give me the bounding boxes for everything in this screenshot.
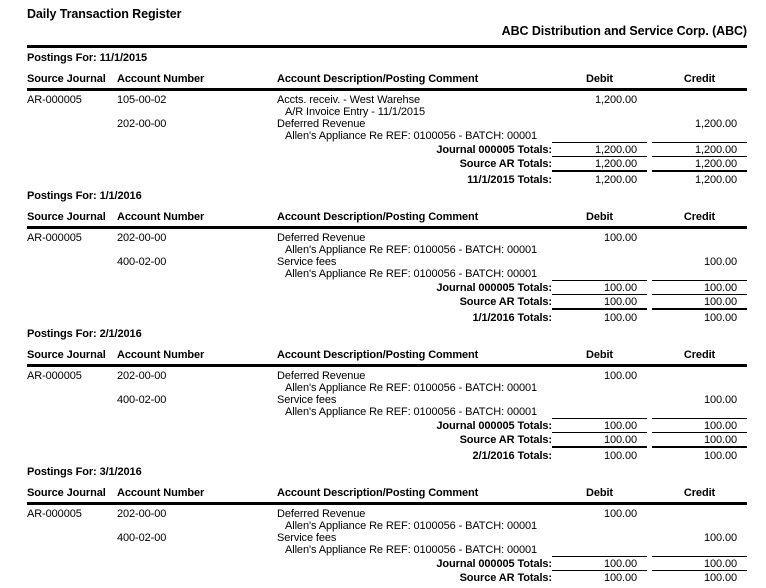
totals-credit-wrap — [647, 280, 747, 294]
col-header-debit: Debit — [585, 73, 613, 85]
posting-comment: Allen's Appliance Re REF: 0100056 - BATCH: 00001 — [285, 520, 538, 532]
posting-comment: Allen's Appliance Re REF: 0100056 - BATCH: 00001 — [285, 544, 538, 556]
description-cell: Accts. receiv. - West Warehse — [277, 94, 420, 106]
posting-comment: Allen's Appliance Re REF: 0100056 - BATCH: 00001 — [285, 382, 538, 394]
totals-debit: 100.00 — [552, 446, 647, 462]
totals-row — [27, 570, 747, 584]
posting-comment: Allen's Appliance Re REF: 0100056 - BATCH: 00001 — [285, 406, 538, 418]
col-header-credit: Credit — [683, 211, 716, 223]
totals-row — [27, 418, 747, 432]
debit-cell: 100.00 — [603, 508, 637, 520]
transaction-row — [27, 118, 747, 130]
totals-credit: 100.00 — [652, 308, 747, 324]
column-header-rule — [27, 226, 747, 229]
section-body — [27, 232, 747, 324]
col-header-credit: Credit — [683, 73, 716, 85]
col-header-debit: Debit — [585, 349, 613, 361]
credit-cell-wrap — [647, 118, 747, 130]
postings-for — [27, 328, 747, 340]
totals-credit-wrap — [647, 308, 747, 324]
totals-label: 1/1/2016 Totals: — [472, 312, 552, 324]
credit-cell-wrap — [647, 256, 747, 268]
debit-cell-wrap — [552, 232, 647, 244]
totals-credit: 1,200.00 — [652, 156, 747, 170]
credit-cell-wrap — [647, 232, 747, 244]
totals-label: Journal 000005 Totals: — [436, 420, 552, 432]
transaction-row — [27, 394, 747, 406]
credit-cell-wrap — [647, 94, 747, 106]
description-cell: Service fees — [277, 256, 337, 268]
postings-section — [27, 328, 747, 462]
credit-cell: 100.00 — [703, 256, 737, 268]
column-headers — [27, 487, 747, 499]
column-header-rule — [27, 502, 747, 505]
column-headers — [27, 211, 747, 223]
source-journal-cell: AR-000005 — [27, 370, 82, 382]
debit-cell-wrap — [552, 508, 647, 520]
totals-row — [27, 308, 747, 324]
section-body — [27, 370, 747, 462]
account-number-cell: 202-00-00 — [117, 370, 167, 382]
totals-debit-wrap — [552, 418, 647, 432]
credit-cell: 100.00 — [703, 532, 737, 544]
totals-debit-wrap — [552, 294, 647, 308]
totals-debit-wrap — [552, 570, 647, 584]
postings-for-label: Postings For: — [27, 466, 97, 478]
totals-label: Journal 000005 Totals: — [436, 558, 552, 570]
credit-cell: 100.00 — [703, 394, 737, 406]
postings-for — [27, 190, 747, 202]
totals-label: Source AR Totals: — [459, 296, 552, 308]
totals-debit-wrap — [552, 142, 647, 156]
totals-label: Source AR Totals: — [459, 434, 552, 446]
totals-credit-wrap — [647, 556, 747, 570]
account-number-cell: 400-02-00 — [117, 532, 167, 544]
description-cell: Deferred Revenue — [277, 370, 366, 382]
col-header-account-number: Account Number — [117, 349, 205, 361]
posting-comment: Allen's Appliance Re REF: 0100056 - BATCH: 00001 — [285, 268, 538, 280]
postings-section — [27, 52, 747, 186]
source-journal-cell: AR-000005 — [27, 94, 82, 106]
credit-cell-wrap — [647, 508, 747, 520]
description-cell: Service fees — [277, 532, 337, 544]
debit-cell-wrap — [552, 118, 647, 130]
transaction-row — [27, 508, 747, 520]
col-header-source-journal: Source Journal — [27, 349, 106, 361]
debit-cell-wrap — [552, 532, 647, 544]
totals-debit: 100.00 — [552, 280, 647, 294]
totals-debit: 100.00 — [552, 570, 647, 584]
totals-credit-wrap — [647, 142, 747, 156]
col-header-account-number: Account Number — [117, 211, 205, 223]
column-headers — [27, 73, 747, 85]
transaction-row — [27, 370, 747, 382]
postings-for-date: 1/1/2016 — [99, 190, 142, 202]
credit-cell: 1,200.00 — [694, 118, 737, 130]
transaction-row — [27, 232, 747, 244]
postings-for — [27, 466, 747, 478]
postings-section — [27, 190, 747, 324]
transaction-row — [27, 532, 747, 544]
source-journal-cell — [27, 532, 117, 544]
totals-row — [27, 170, 747, 186]
column-header-rule — [27, 88, 747, 91]
account-number-cell: 400-02-00 — [117, 394, 167, 406]
col-header-source-journal: Source Journal — [27, 211, 106, 223]
postings-for-label: Postings For: — [27, 328, 97, 340]
source-journal-cell — [27, 256, 117, 268]
posting-comment: Allen's Appliance Re REF: 0100056 - BATCH: 00001 — [285, 244, 538, 256]
col-header-account-number: Account Number — [117, 487, 205, 499]
transaction-row — [27, 256, 747, 268]
totals-label: Journal 000005 Totals: — [436, 144, 552, 156]
section-body — [27, 94, 747, 186]
col-header-description: Account Description/Posting Comment — [277, 211, 479, 223]
totals-row — [27, 446, 747, 462]
col-header-description: Account Description/Posting Comment — [277, 73, 479, 85]
account-number-cell: 400-02-00 — [117, 256, 167, 268]
totals-row — [27, 556, 747, 570]
totals-debit-wrap — [552, 170, 647, 186]
totals-credit: 100.00 — [652, 570, 747, 584]
totals-credit-wrap — [647, 446, 747, 462]
postings-section — [27, 466, 747, 584]
totals-credit: 100.00 — [652, 280, 747, 294]
totals-row — [27, 142, 747, 156]
totals-debit: 100.00 — [552, 294, 647, 308]
account-number-cell: 202-00-00 — [117, 508, 167, 520]
page-header-rule — [27, 45, 747, 48]
col-header-credit: Credit — [683, 349, 716, 361]
source-journal-cell: AR-000005 — [27, 232, 82, 244]
postings-for-date: 2/1/2016 — [99, 328, 142, 340]
totals-credit: 100.00 — [652, 418, 747, 432]
totals-debit-wrap — [552, 432, 647, 446]
col-header-account-number: Account Number — [117, 73, 205, 85]
debit-cell-wrap — [552, 256, 647, 268]
column-header-rule — [27, 364, 747, 367]
totals-debit: 1,200.00 — [552, 142, 647, 156]
company-name: ABC Distribution and Service Corp. (ABC) — [501, 24, 747, 38]
source-journal-cell — [27, 394, 117, 406]
col-header-source-journal: Source Journal — [27, 73, 106, 85]
credit-cell-wrap — [647, 370, 747, 382]
totals-debit: 1,200.00 — [552, 170, 647, 186]
totals-credit-wrap — [647, 418, 747, 432]
totals-debit: 100.00 — [552, 432, 647, 446]
col-header-debit: Debit — [585, 487, 613, 499]
description-cell: Deferred Revenue — [277, 118, 366, 130]
totals-label: 2/1/2016 Totals: — [472, 450, 552, 462]
source-journal-cell: AR-000005 — [27, 508, 82, 520]
totals-debit-wrap — [552, 280, 647, 294]
postings-for-label: Postings For: — [27, 190, 97, 202]
col-header-source-journal: Source Journal — [27, 487, 106, 499]
totals-debit-wrap — [552, 556, 647, 570]
totals-credit-wrap — [647, 432, 747, 446]
totals-credit: 1,200.00 — [652, 170, 747, 186]
totals-debit: 100.00 — [552, 308, 647, 324]
col-header-description: Account Description/Posting Comment — [277, 487, 479, 499]
section-body — [27, 508, 747, 584]
totals-credit-wrap — [647, 570, 747, 584]
totals-credit-wrap — [647, 170, 747, 186]
totals-credit: 100.00 — [652, 432, 747, 446]
report-title: Daily Transaction Register — [27, 7, 182, 21]
posting-comment: Allen's Appliance Re REF: 0100056 - BATCH: 00001 — [285, 130, 538, 142]
col-header-credit: Credit — [683, 487, 716, 499]
postings-for-date: 11/1/2015 — [99, 52, 147, 64]
totals-label: Source AR Totals: — [459, 572, 552, 584]
postings-for-date: 3/1/2016 — [99, 466, 142, 478]
debit-cell: 100.00 — [603, 232, 637, 244]
description-cell: Service fees — [277, 394, 337, 406]
credit-cell-wrap — [647, 532, 747, 544]
account-number-cell: 202-00-00 — [117, 232, 167, 244]
totals-row — [27, 156, 747, 170]
col-header-description: Account Description/Posting Comment — [277, 349, 479, 361]
totals-credit: 100.00 — [652, 294, 747, 308]
debit-cell-wrap — [552, 370, 647, 382]
totals-debit-wrap — [552, 446, 647, 462]
totals-debit: 100.00 — [552, 418, 647, 432]
column-headers — [27, 349, 747, 361]
account-number-cell: 105-00-02 — [117, 94, 167, 106]
sections-container — [27, 52, 747, 584]
totals-credit-wrap — [647, 156, 747, 170]
totals-debit-wrap — [552, 156, 647, 170]
totals-row — [27, 294, 747, 308]
debit-cell: 1,200.00 — [594, 94, 637, 106]
totals-credit: 100.00 — [652, 446, 747, 462]
debit-cell: 100.00 — [603, 370, 637, 382]
totals-credit: 1,200.00 — [652, 142, 747, 156]
col-header-debit: Debit — [585, 211, 613, 223]
totals-debit-wrap — [552, 308, 647, 324]
totals-row — [27, 280, 747, 294]
description-cell: Deferred Revenue — [277, 508, 366, 520]
description-cell: Deferred Revenue — [277, 232, 366, 244]
totals-label: Source AR Totals: — [459, 158, 552, 170]
debit-cell-wrap — [552, 394, 647, 406]
totals-debit: 1,200.00 — [552, 156, 647, 170]
totals-debit: 100.00 — [552, 556, 647, 570]
postings-for — [27, 52, 747, 64]
postings-for-label: Postings For: — [27, 52, 97, 64]
totals-row — [27, 432, 747, 446]
posting-comment: A/R Invoice Entry - 11/1/2015 — [285, 106, 425, 118]
totals-credit-wrap — [647, 294, 747, 308]
totals-label: 11/1/2015 Totals: — [467, 174, 552, 186]
source-journal-cell — [27, 118, 117, 130]
totals-credit: 100.00 — [652, 556, 747, 570]
totals-label: Journal 000005 Totals: — [436, 282, 552, 294]
transaction-row — [27, 94, 747, 106]
account-number-cell: 202-00-00 — [117, 118, 167, 130]
credit-cell-wrap — [647, 394, 747, 406]
debit-cell-wrap — [552, 94, 647, 106]
